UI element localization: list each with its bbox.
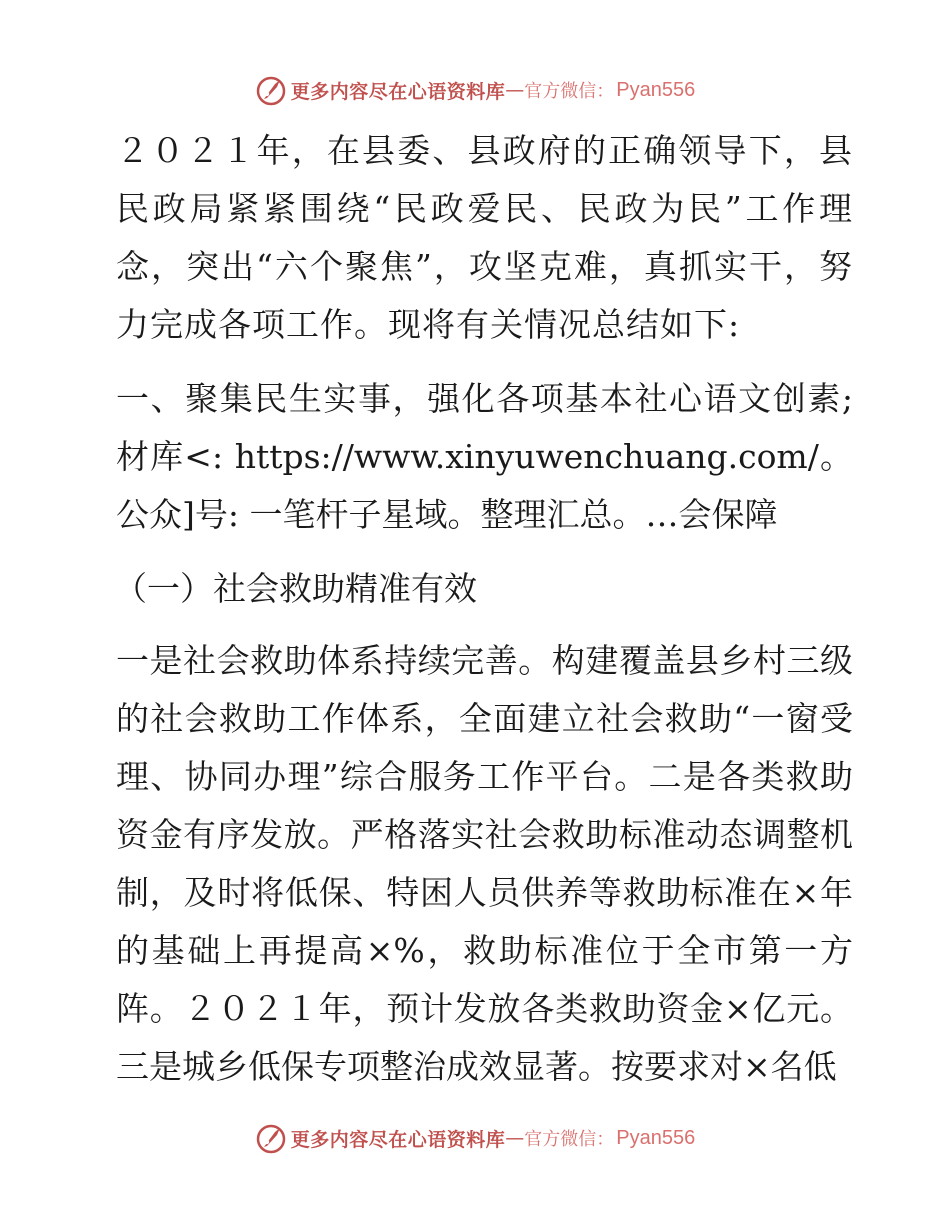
watermark-banner-top xyxy=(0,70,950,110)
watermark-official-label: 官方微信： xyxy=(524,1129,615,1150)
quill-logo-icon xyxy=(255,74,287,106)
watermark-separator: — xyxy=(505,79,525,101)
subsection-heading: （一）社会救助精准有效 xyxy=(114,569,477,608)
intro-paragraph: ２０２１年，在县委、县政府的正确领导下，县民政局紧紧围绕“民政爱民、民政为民”工作理念，突出“六个聚焦”，攻坚克难，真抓实干，努力完成各项工作。现将有关情况总结如下: xyxy=(116,131,853,344)
body-paragraph: 一是社会救助体系持续完善。构建覆盖县乡村三级的社会救助工作体系，全面建立社会救助“一窗受理、协同办理”综合服务工作平台。二是各类救助资金有序发放。严格落实社会救助标准动态调整机制，及时将低保、特困人员供养等救助标准在×年的基础上再提高×%，救助标准位于全市第一方阵。２０２１年，预计发放各类救助资金×亿元。三是城乡低保专项整治成效显著。按要求对×名低 xyxy=(116,641,853,1086)
watermark-separator: — xyxy=(505,1127,525,1149)
section-heading: 一、聚集民生实事，强化各项基本社心语文创素;材库<: https://www.xinyuwenchuang.com/。公众]号: 一笔杆子星域。整理汇总。…会保障 xyxy=(116,379,853,534)
document-body xyxy=(98,122,853,1112)
watermark-text: 更多内容尽在心语资料库 xyxy=(290,1128,506,1151)
quill-logo-icon xyxy=(255,1122,287,1154)
watermark-text: 更多内容尽在心语资料库 xyxy=(290,80,506,103)
watermark-banner-bottom xyxy=(0,1118,950,1158)
watermark-wechat-id: Pyan556 xyxy=(616,1126,696,1149)
watermark-official-label: 官方微信： xyxy=(524,81,615,102)
watermark-wechat-id: Pyan556 xyxy=(616,78,696,101)
